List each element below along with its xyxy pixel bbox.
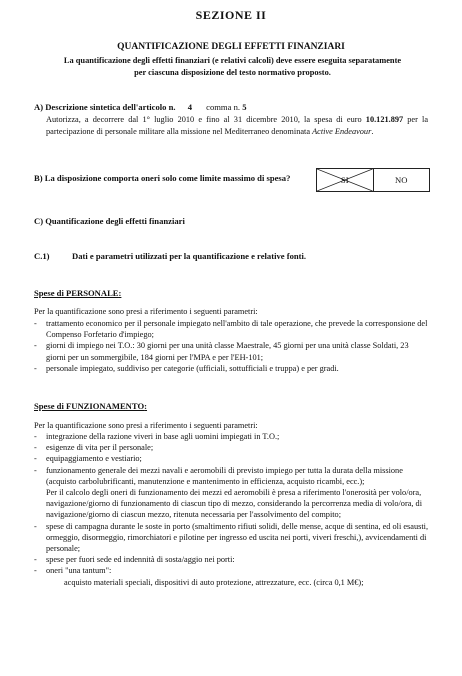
list-item: - spese per fuori sede ed indennità di sosta/aggio nei porti: bbox=[34, 554, 430, 565]
funzionamento-intro: Per la quantificazione sono presi a riferimento i seguenti parametri: bbox=[34, 421, 258, 430]
section-c1-heading bbox=[34, 251, 306, 261]
authorization-text bbox=[46, 114, 428, 137]
funzionamento-list bbox=[34, 431, 430, 588]
section-c1-label: C.1) bbox=[34, 251, 50, 261]
no-label: NO bbox=[395, 175, 408, 185]
list-item: - esigenze di vita per il personale; bbox=[34, 442, 430, 453]
intro-text: La quantificazione degli effetti finanziari (e relativi calcoli) deve essere eseguita separatamente per ciascuna disposizione del testo normativo proposto. bbox=[63, 56, 402, 77]
funzionamento-heading bbox=[34, 401, 147, 411]
yes-no-box bbox=[316, 168, 430, 192]
mission-name: Active Endeavour bbox=[312, 126, 372, 136]
funzionamento-heading-post: : bbox=[144, 401, 148, 411]
list-item: - funzionamento generale dei mezzi navali e aeromobili di previsto impiego per tutta la durata della missione (acquisto carbolubrificanti, manutenzione e mantenimento in efficienza, acquisto ricambi, ecc.); bbox=[34, 465, 430, 487]
authorization-part-2: per la partecipazione di personale militare alla missione nel Mediterraneo denominata bbox=[46, 115, 429, 136]
funzionamento-heading-main: FUNZIONAMENTO bbox=[66, 401, 145, 411]
yes-cell bbox=[317, 169, 374, 191]
list-item: - oneri "una tantum": bbox=[34, 565, 430, 576]
section-a-label: A) Descrizione sintetica dell'articolo n. bbox=[34, 102, 176, 112]
authorization-part-1: Autorizza, a decorrere dal 1° luglio 2010 e fino al 31 dicembre 2010, la spesa di euro bbox=[46, 115, 366, 124]
list-item: - giorni di impiego nei T.O.: 30 giorni per una unità classe Maestrale, 45 giorni per una unità classe Soldati, 23 giorni per un sommergibile, 184 giorni per l'MPA e per l'EH-101; bbox=[34, 340, 430, 362]
section-c-heading: C) Quantificazione degli effetti finanziari bbox=[34, 216, 185, 226]
section-title: SEZIONE II bbox=[195, 8, 267, 22]
authorized-amount: 10.121.897 bbox=[365, 115, 404, 124]
personale-intro: Per la quantificazione sono presi a riferimento i seguenti parametri: bbox=[34, 307, 258, 316]
una-tantum-detail: acquisto materiali speciali, dispositivi di auto protezione, attrezzature, ecc. (circa 0,1 M€); bbox=[64, 577, 364, 587]
article-number: 4 bbox=[187, 102, 192, 112]
list-item: - integrazione della razione viveri in base agli uomini impiegati in T.O.; bbox=[34, 431, 430, 442]
quantification-heading: QUANTIFICAZIONE DEGLI EFFETTI FINANZIARI bbox=[117, 42, 345, 52]
list-item: - personale impiegato, suddiviso per categorie (ufficiali, sottufficiali e truppa) e per gradi. bbox=[34, 363, 430, 374]
personale-heading bbox=[34, 288, 121, 298]
list-item: - trattamento economico per il personale impiegato nell'ambito di tale operazione, che prevede la corresponsione del Compenso Forfetario d'impiego; bbox=[34, 318, 430, 340]
no-cell bbox=[374, 169, 430, 191]
section-c1-text: Dati e parametri utilizzati per la quantificazione e relative fonti. bbox=[72, 251, 307, 261]
personale-list bbox=[34, 318, 430, 374]
section-b-question: B) La disposizione comporta oneri solo come limite massimo di spesa? bbox=[34, 173, 291, 183]
funzionamento-note: Per il calcolo degli oneri di funzionamento dei mezzi ed aeromobili è presa a riferimento l'onerosità per volo/ora, navigazione/giorno di funzionamento di ciascun tipo di mezzo, considerando la percorrenza media di volo/ora, di navigazione/giorno di ciascun mezzo, ritenuta necessaria per l'assolvimento del compito; bbox=[46, 488, 422, 520]
section-a-heading bbox=[34, 102, 246, 112]
funzionamento-heading-pre: Spese di bbox=[34, 401, 66, 411]
list-item: - spese di campagna durante le soste in porto (smaltimento rifiuti solidi, delle mense, acque di sentina, ed oli esausti, ormeggio, disormeggio, rimorchiatori e pilotine per ingresso ed uscita nei porti, viveri freschi,), avvicendamenti di personale; bbox=[34, 521, 430, 555]
comma-label: comma n. bbox=[206, 102, 241, 112]
yes-label: SI bbox=[340, 175, 349, 185]
list-item: - equipaggiamento e vestiario; bbox=[34, 453, 430, 464]
personale-heading-main: PERSONALE bbox=[66, 288, 119, 298]
comma-number: 5 bbox=[242, 102, 247, 112]
personale-heading-post: : bbox=[118, 288, 122, 298]
authorization-part-3: . bbox=[371, 126, 374, 136]
personale-heading-pre: Spese di bbox=[34, 288, 66, 298]
